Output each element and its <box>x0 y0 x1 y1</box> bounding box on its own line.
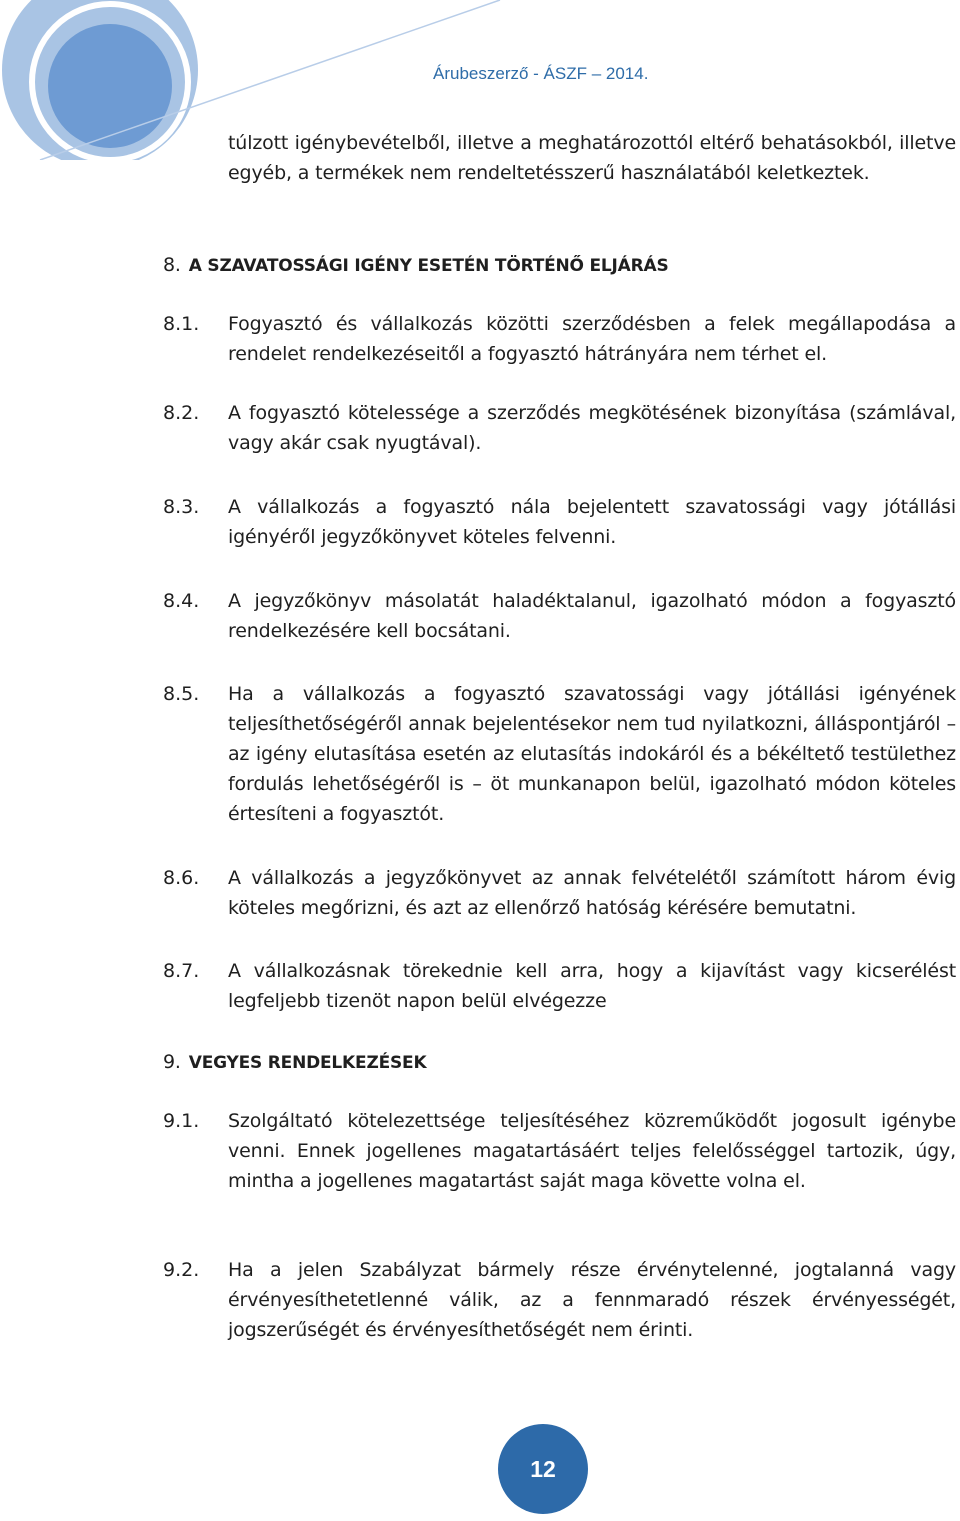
item-number: 9.1. <box>163 1110 200 1132</box>
item-text: A vállalkozás a jegyzőkönyvet az annak felvételétől számított három évig köteles megőrizni, és azt az ellenőrző hatóság kérésére bemutatni. <box>228 867 956 919</box>
document-header: Árubeszerző - ÁSZF – 2014. <box>433 64 649 83</box>
page-number: 12 <box>530 1455 556 1482</box>
item-number: 8.4. <box>163 590 200 612</box>
item-number: 8.6. <box>163 867 200 889</box>
item-number: 8.7. <box>163 960 200 982</box>
item-text: Ha a vállalkozás a fogyasztó szavatossági vagy jótállási igényének teljesíthetőségéről annak bejelentésekor nem tud nyilatkozni, álláspontjáról – az igény elutasítása esetén az elutasítás indokáról és a békéltető testülethez fordulás lehetőségéről is – öt munkanapon belül, igazolható módon köteles értesíteni a fogyasztót. <box>228 683 956 825</box>
item-number: 8.2. <box>163 402 200 424</box>
paragraph-text: túlzott igénybevételből, illetve a meghatározottól eltérő behatásokból, illetve egyéb, a termékek nem rendeltetésszerű használatából keletkeztek. <box>228 132 956 184</box>
inner-circle-shape <box>48 24 172 148</box>
item-number: 8.3. <box>163 496 200 518</box>
section-title: A SZAVATOSSÁGI IGÉNY ESETÉN TÖRTÉNŐ ELJÁRÁS <box>188 256 669 276</box>
section-heading <box>163 250 669 281</box>
section-number: 9. <box>163 1051 181 1073</box>
item-number: 8.1. <box>163 313 200 335</box>
section-heading <box>163 1047 426 1078</box>
item-text: A fogyasztó kötelessége a szerződés megkötésének bizonyítása (számlával, vagy akár csak nyugtával). <box>228 402 956 454</box>
item-text: Fogyasztó és vállalkozás közötti szerződésben a felek megállapodása a rendelet rendelkezéseitől a fogyasztó hátrányára nem térhet el. <box>228 313 956 365</box>
item-text: Ha a jelen Szabályzat bármely része érvénytelenné, jogtalanná vagy érvényesíthetetlenné válik, az a fennmaradó részek érvényességét, jogszerűségét és érvényesíthetőségét nem érinti. <box>228 1259 956 1341</box>
item-text: Szolgáltató kötelezettsége teljesítéséhez közreműködőt jogosult igénybe venni. Ennek jogellenes magatartásáért teljes felelősséggel tartozik, úgy, mintha a jogellenes magatartást saját maga követte volna el. <box>228 1110 956 1192</box>
item-text: A jegyzőkönyv másolatát haladéktalanul, igazolható módon a fogyasztó rendelkezésére kell bocsátani. <box>228 590 956 642</box>
section-number: 8. <box>163 254 181 276</box>
page-number-badge <box>498 1424 588 1514</box>
item-number: 9.2. <box>163 1259 200 1281</box>
item-text: A vállalkozásnak törekednie kell arra, hogy a kijavítást vagy kicserélést legfeljebb tizenöt napon belül elvégezze <box>228 960 956 1012</box>
item-text: A vállalkozás a fogyasztó nála bejelentett szavatossági vagy jótállási igényéről jegyzőkönyvet köteles felvenni. <box>228 496 956 548</box>
item-number: 8.5. <box>163 683 200 705</box>
section-title: VEGYES RENDELKEZÉSEK <box>188 1053 427 1073</box>
